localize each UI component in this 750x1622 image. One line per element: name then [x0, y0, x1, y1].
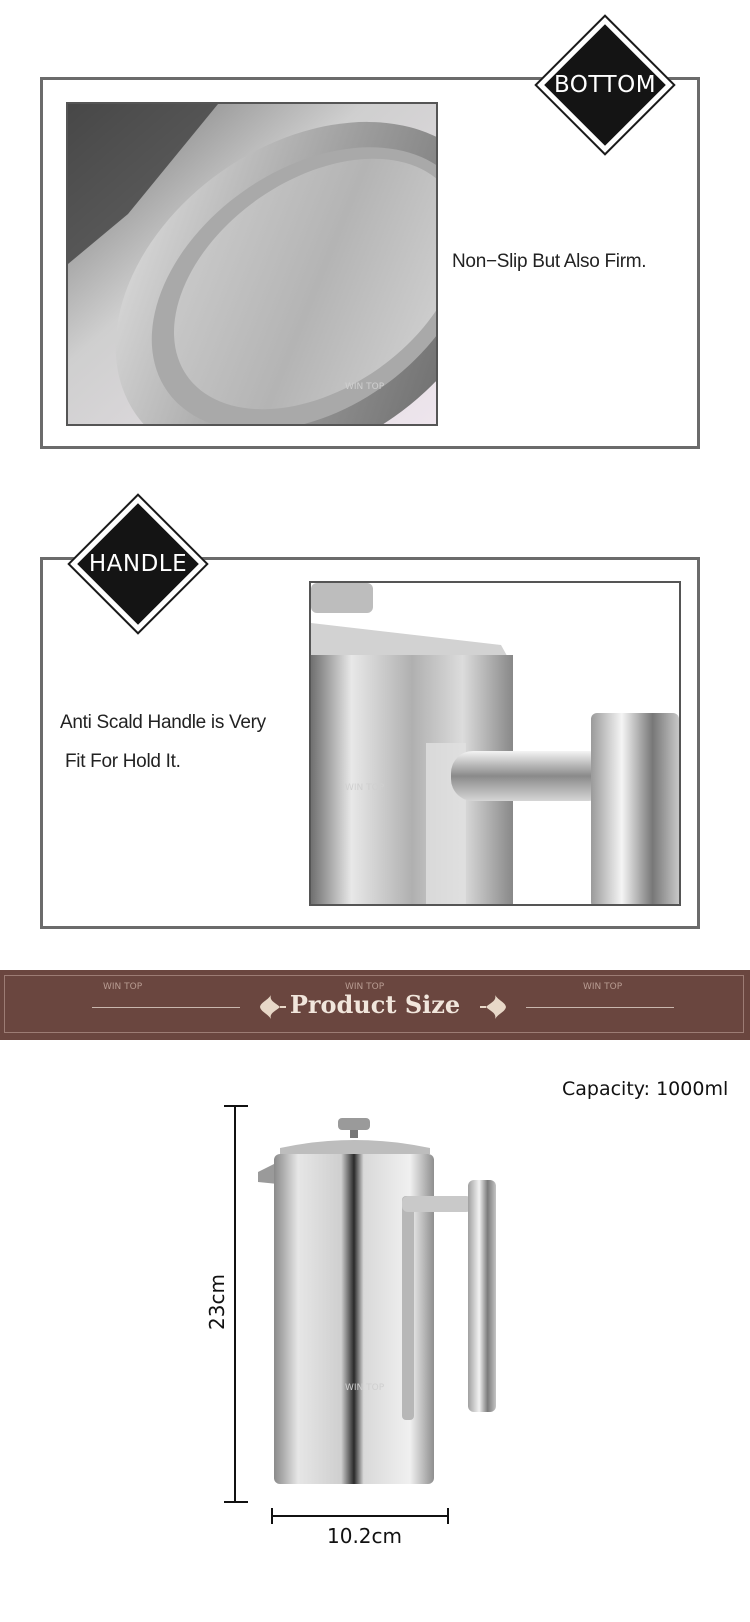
watermark-text: WIN TOP: [345, 1383, 385, 1393]
width-label: 10.2cm: [327, 1524, 403, 1548]
handle-badge-label: HANDLE: [88, 551, 188, 577]
product-size-banner: [0, 970, 750, 1040]
handle-photo: [309, 581, 681, 906]
pot-handle-image: [311, 583, 681, 906]
handle-badge: [68, 494, 208, 634]
width-dimension-line: [270, 1506, 450, 1526]
capacity-label: Capacity: 1000ml: [562, 1078, 729, 1100]
bottom-badge: [535, 15, 675, 155]
watermark-text: WIN TOP: [583, 982, 623, 992]
watermark-text: WIN TOP: [345, 783, 385, 793]
bottom-badge-label: BOTTOM: [553, 72, 657, 98]
handle-caption-line2: Fit For Hold It.: [65, 751, 181, 772]
product-size-title: Product Size: [289, 990, 461, 1019]
height-label: 23cm: [205, 1274, 229, 1330]
watermark-text: WIN TOP: [345, 982, 385, 992]
watermark-text: WIN TOP: [345, 382, 385, 392]
product-image: [250, 1110, 520, 1495]
watermark-text: WIN TOP: [103, 982, 143, 992]
bottom-photo: [66, 102, 438, 426]
handle-caption-line1: Anti Scald Handle is Very: [60, 712, 266, 733]
pot-bottom-image: [68, 104, 438, 426]
bottom-caption: Non−Slip But Also Firm.: [452, 251, 647, 272]
